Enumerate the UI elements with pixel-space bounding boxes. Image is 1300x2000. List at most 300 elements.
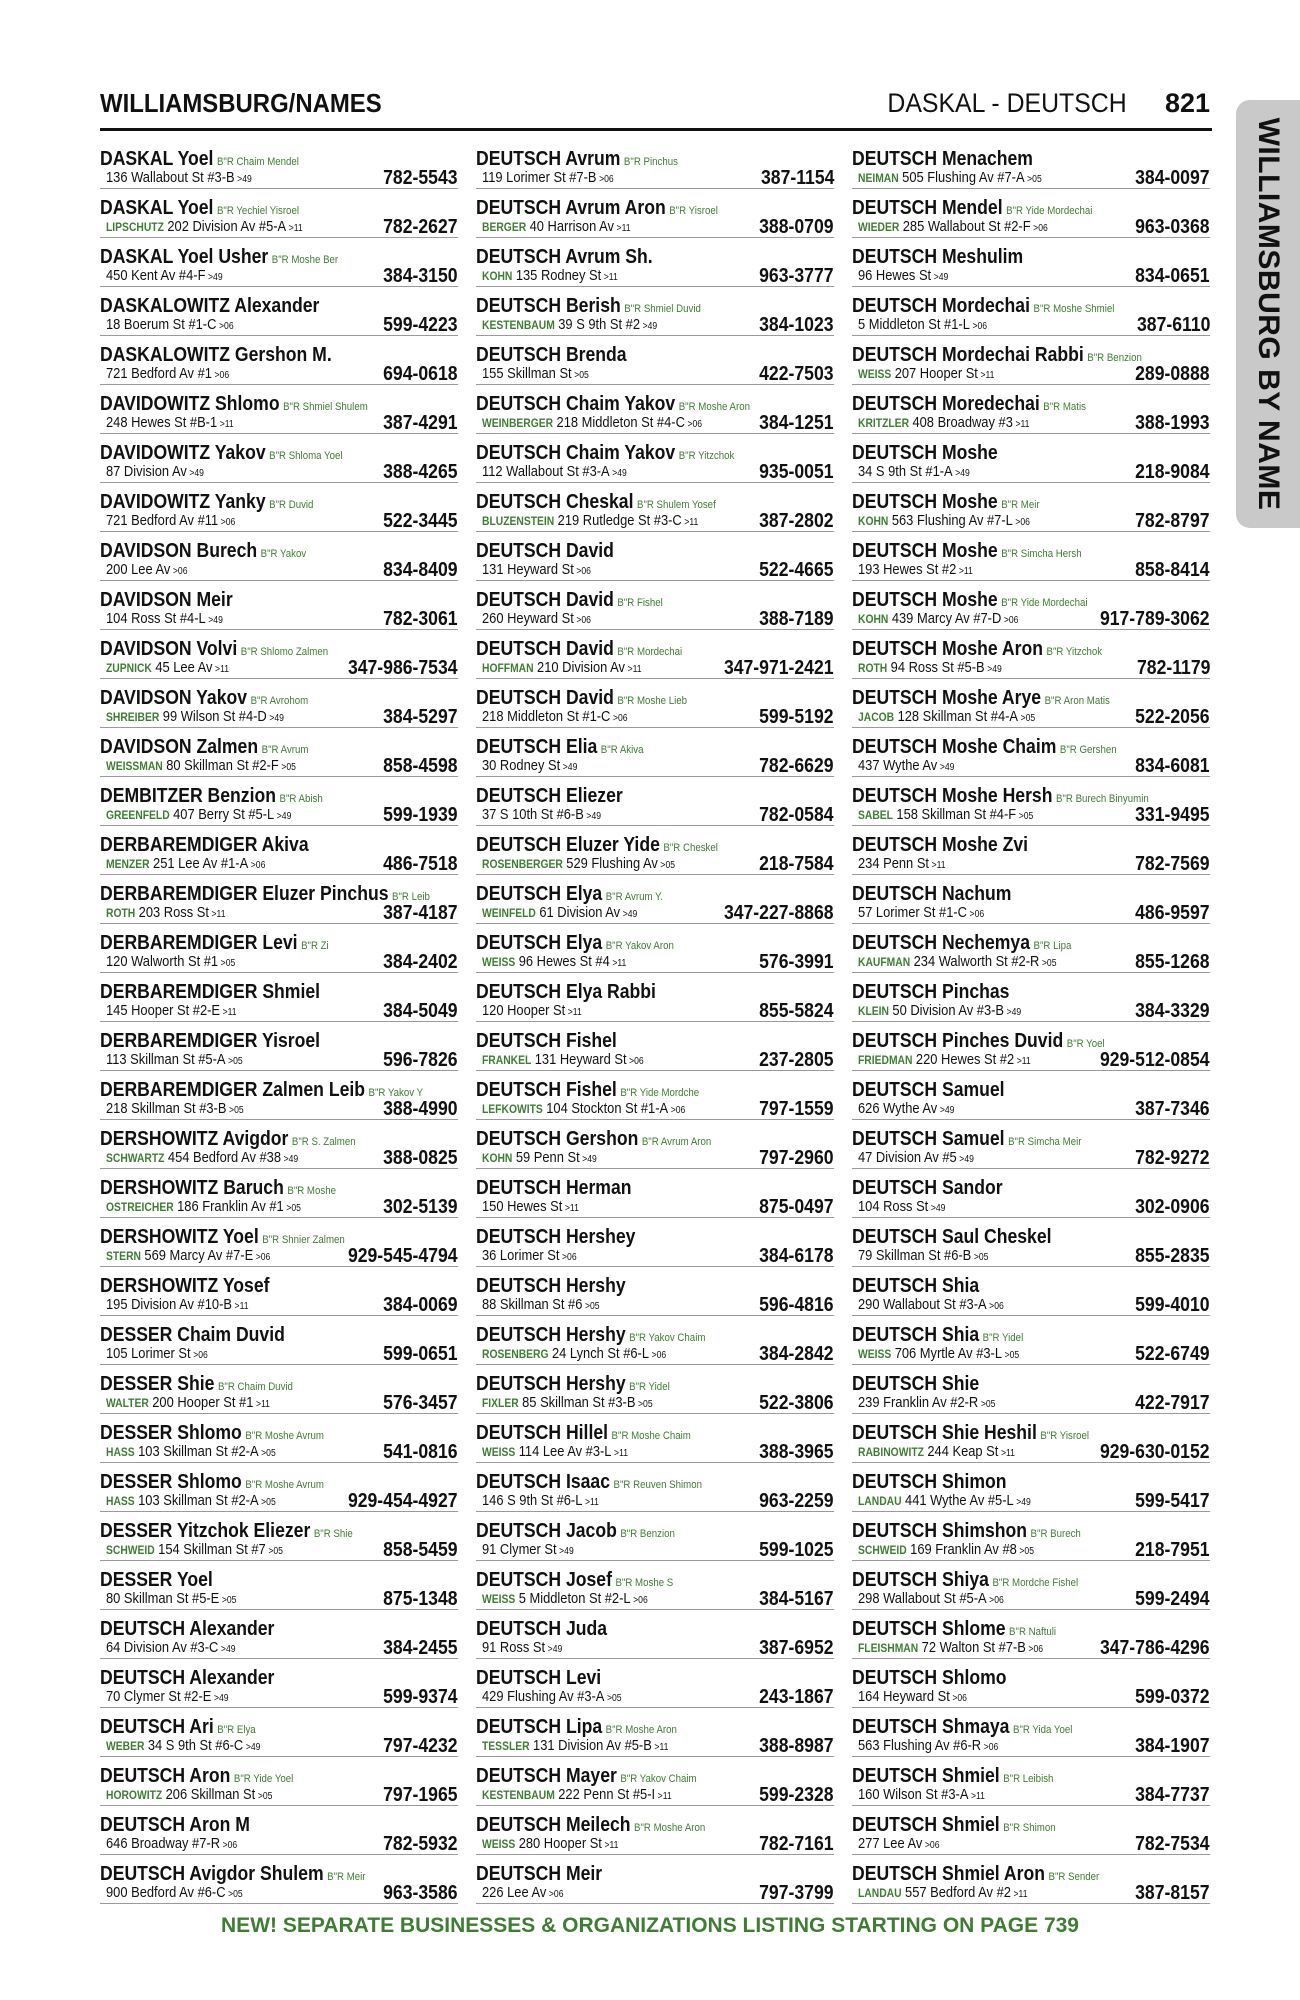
entry-address-line (482, 1149, 597, 1166)
entry-phone: 384-1023 (759, 314, 834, 336)
entry-name: DEUTSCH Berish (476, 295, 621, 317)
entry-zip: >05 (660, 860, 676, 871)
listing-entry (852, 1757, 1210, 1806)
entry-address: 40 Harrison Av (529, 218, 614, 235)
entry-name-line (100, 246, 338, 269)
entry-patronymic: B"R Burech Binyumin (1055, 793, 1149, 805)
entry-name-line (100, 1422, 324, 1445)
listing-entry (852, 1218, 1210, 1267)
listing-entry (476, 1806, 834, 1855)
entry-address-line (106, 953, 235, 970)
entry-address-line (106, 414, 234, 431)
entry-address: 505 Flushing Av #7-A (902, 169, 1025, 186)
entry-address-line (482, 953, 626, 970)
listing-entry (100, 1218, 458, 1267)
entry-address: 50 Division Av #3-B (892, 1002, 1005, 1019)
entry-patronymic: B"R S. Zalmen (291, 1136, 356, 1148)
entry-name: DERSHOWITZ Baruch (100, 1177, 284, 1199)
entry-zip: >11 (980, 370, 995, 381)
entry-zip: >49 (208, 615, 223, 626)
entry-patronymic: B"R Lipa (1033, 940, 1072, 952)
listing-entry (476, 140, 834, 189)
entry-name-line (852, 246, 1023, 269)
listing-entry (100, 1022, 458, 1071)
entry-zip: >06 (969, 909, 985, 920)
entry-relation: LEFKOWITS (482, 1102, 543, 1116)
entry-address-line (858, 316, 987, 333)
entry-address: 104 Ross St #4-L (106, 610, 206, 627)
entry-address: 563 Flushing Av #7-L (891, 512, 1013, 529)
listing-entry (476, 1120, 834, 1169)
entry-phone: 302-5139 (383, 1196, 458, 1218)
entry-address-line (482, 610, 591, 627)
entry-address: 145 Hooper St #2-E (106, 1002, 221, 1019)
entry-address: 407 Berry St #5-L (173, 806, 275, 823)
entry-address-line (106, 1100, 244, 1117)
entry-address: 226 Lee Av (482, 1884, 547, 1901)
entry-name-line (852, 1030, 1105, 1053)
entry-phone: 694-0618 (383, 363, 458, 385)
entry-address: 219 Rutledge St #3-C (557, 512, 682, 529)
entry-patronymic: B"R Naftuli (1009, 1626, 1057, 1638)
entry-patronymic: B"R Pinchus (623, 156, 678, 168)
entry-phone: 599-9374 (383, 1686, 458, 1708)
entry-name: DERBAREMDIGER Levi (100, 932, 298, 954)
listing-entry (100, 1708, 458, 1757)
entry-name-line (100, 491, 313, 514)
entry-name-line (100, 981, 320, 1004)
entry-patronymic: B"R Yitzchok (1046, 646, 1103, 658)
entry-name-line (852, 1618, 1056, 1641)
entry-zip: >11 (1016, 1056, 1031, 1067)
entry-address-line (858, 904, 984, 921)
entry-address-line (106, 1786, 272, 1803)
entry-zip: >49 (622, 909, 638, 920)
entry-zip: >05 (1041, 958, 1057, 969)
entry-phone: 599-4010 (1135, 1294, 1210, 1316)
listing-entry (476, 1218, 834, 1267)
entry-zip: >49 (586, 811, 602, 822)
entry-relation: ROTH (106, 906, 136, 920)
entry-name-line (476, 883, 663, 906)
entry-patronymic: B"R Reuven Shimon (613, 1479, 702, 1491)
entry-name-line (476, 589, 663, 612)
entry-patronymic: B"R Mordechai (617, 646, 683, 658)
entry-relation: SCHWEID (858, 1543, 907, 1557)
entry-phone: 388-3965 (759, 1441, 834, 1463)
listing-entry (852, 1806, 1210, 1855)
entry-address: 80 Skillman St #5-E (106, 1590, 220, 1607)
entry-zip: >11 (627, 664, 642, 675)
entry-address: 37 S 10th St #6-B (482, 806, 584, 823)
entry-address-line (482, 512, 698, 529)
entry-phone: 384-3329 (1135, 1000, 1210, 1022)
entry-phone: 599-4223 (383, 314, 458, 336)
entry-address: 120 Hooper St (482, 1002, 566, 1019)
listing-entry (476, 826, 834, 875)
entry-zip: >06 (651, 1350, 667, 1361)
entry-name: DEUTSCH David (476, 687, 614, 709)
entry-zip: >05 (1018, 811, 1034, 822)
listing-entry (852, 581, 1210, 630)
entry-address-line (482, 806, 601, 823)
entry-name: DEUTSCH Meilech (476, 1814, 631, 1836)
entry-patronymic: B"R Leib (392, 891, 430, 903)
entry-address-line (858, 1149, 974, 1166)
entry-name: DERBAREMDIGER Akiva (100, 834, 309, 856)
entry-name: DASKALOWITZ Gershon M. (100, 344, 332, 366)
entry-zip: >11 (614, 1448, 629, 1459)
listing-entry (100, 1512, 458, 1561)
entry-zip: >06 (219, 321, 234, 332)
entry-zip: >05 (228, 1056, 243, 1067)
entry-address-line (482, 1737, 668, 1754)
entry-phone: 797-4232 (383, 1735, 458, 1757)
entry-zip: >06 (612, 713, 628, 724)
entry-name: DASKAL Yoel (100, 197, 214, 219)
entry-name: DEUTSCH Chaim Yakov (476, 393, 676, 415)
entry-address-line (482, 1100, 685, 1117)
entry-phone: 875-0497 (759, 1196, 834, 1218)
entry-name: DEUTSCH Herman (476, 1177, 632, 1199)
entry-address-line (106, 1492, 276, 1509)
entry-address-line (858, 806, 1033, 823)
entry-phone: 855-1268 (1135, 951, 1210, 973)
entry-patronymic: B"R Yakov Chaim (620, 1773, 697, 1785)
entry-name-line (476, 1079, 699, 1102)
listing-entry (852, 434, 1210, 483)
listing-entry (100, 1120, 458, 1169)
entry-name-line (476, 1422, 691, 1445)
entry-address-line (482, 1443, 628, 1460)
listing-entry (852, 385, 1210, 434)
entry-patronymic: B"R Moshe Shmiel (1033, 303, 1115, 315)
entry-zip: >49 (642, 321, 658, 332)
entry-zip: >05 (980, 1399, 996, 1410)
entry-name: DEUTSCH Isaac (476, 1471, 611, 1493)
entry-phone: 384-5297 (383, 706, 458, 728)
entry-name: DESSER Yitzchok Eliezer (100, 1520, 311, 1542)
entry-address: 5 Middleton St #2-L (518, 1590, 631, 1607)
listing-entry (476, 1071, 834, 1120)
entry-address-line (858, 1639, 1043, 1656)
entry-name: DEUTSCH Avrum (476, 148, 621, 170)
entry-relation: JACOB (858, 710, 895, 724)
entry-zip: >49 (987, 664, 1002, 675)
entry-address-line (482, 218, 631, 235)
entry-name: DEUTSCH Shie (852, 1373, 980, 1395)
entry-zip: >05 (257, 1791, 273, 1802)
entry-name-line (852, 785, 1149, 808)
entry-address: 91 Clymer St (482, 1541, 557, 1558)
entry-name-line (852, 393, 1086, 416)
entry-relation: ROSENBERGER (482, 857, 563, 871)
entry-address: 280 Hooper St (518, 1835, 602, 1852)
entry-address: 61 Division Av (539, 904, 621, 921)
entry-patronymic: B"R Sender (1048, 1871, 1100, 1883)
entry-phone: 929-454-4927 (348, 1490, 458, 1512)
entry-address: 87 Division Av (106, 463, 187, 480)
entry-address: 70 Clymer St #2-E (106, 1688, 212, 1705)
listing-entry (100, 1463, 458, 1512)
entry-name: DESSER Shlomo (100, 1422, 242, 1444)
entry-zip: >06 (989, 1595, 1004, 1606)
entry-name-line (100, 932, 329, 955)
entry-phone: 782-7161 (759, 1833, 834, 1855)
entry-name: DEUTSCH Samuel (852, 1079, 1005, 1101)
entry-zip: >06 (255, 1252, 271, 1263)
entry-address-line (858, 1492, 1031, 1509)
entry-zip: >05 (261, 1448, 276, 1459)
listing-entry (476, 1022, 834, 1071)
entry-address: 195 Division Av #10-B (106, 1296, 232, 1313)
entry-patronymic: B"R Meir (1001, 499, 1040, 511)
entry-patronymic: B"R Shloma Yoel (269, 450, 343, 462)
listing-entry (476, 1414, 834, 1463)
entry-zip: >06 (989, 1301, 1004, 1312)
entry-zip: >06 (562, 1252, 577, 1263)
entry-relation: FRIEDMAN (858, 1053, 913, 1067)
entry-address-line (106, 1198, 301, 1215)
entry-relation: FRANKEL (482, 1053, 532, 1067)
entry-name: DEUTSCH David (476, 540, 614, 562)
entry-phone: 302-0906 (1135, 1196, 1210, 1218)
entry-address-line (106, 659, 229, 676)
entry-zip: >49 (939, 762, 955, 773)
listing-entry (100, 287, 458, 336)
entry-address: 104 Ross St (858, 1198, 929, 1215)
entry-address-line (106, 267, 223, 284)
entry-patronymic: B"R Shimon (1003, 1822, 1056, 1834)
entry-patronymic: B"R Moshe Aron (678, 401, 750, 413)
entry-zip: >49 (269, 713, 284, 724)
entry-zip: >06 (214, 370, 230, 381)
entry-phone: 596-7826 (383, 1049, 458, 1071)
entry-address: 563 Flushing Av #6-R (858, 1737, 982, 1754)
entry-name-line (852, 344, 1142, 367)
entry-phone: 929-512-0854 (1100, 1049, 1210, 1071)
entry-address: 450 Kent Av #4-F (106, 267, 206, 284)
entry-phone: 331-9495 (1135, 804, 1210, 826)
entry-phone: 384-1251 (759, 412, 834, 434)
entry-phone: 289-0888 (1135, 363, 1210, 385)
entry-name: DEUTSCH Shmiel Aron (852, 1863, 1045, 1885)
entry-address-line (482, 1247, 577, 1264)
entry-address: 96 Hewes St #4 (518, 953, 610, 970)
entry-address-line (482, 1002, 582, 1019)
entry-relation: KESTENBAUM (482, 318, 555, 332)
entry-zip: >49 (959, 1154, 974, 1165)
entry-patronymic: B"R Shlomo Zalmen (240, 646, 329, 658)
entry-zip: >05 (268, 1546, 283, 1557)
entry-phone: 834-0651 (1135, 265, 1210, 287)
entry-name-line (100, 1471, 324, 1494)
entry-patronymic: B"R Chaim Duvid (217, 1381, 293, 1393)
entry-address-line (482, 1541, 574, 1558)
entry-name-line (476, 1275, 626, 1298)
entry-name-line (100, 393, 368, 416)
entry-name: DEUTSCH Moshe Chaim (852, 736, 1057, 758)
entry-phone: 388-4990 (383, 1098, 458, 1120)
entry-name: DEUTSCH Sandor (852, 1177, 1003, 1199)
entry-address-line (482, 1884, 563, 1901)
entry-address-line (858, 757, 954, 774)
entry-address-line (106, 316, 234, 333)
entry-phone: 384-5167 (759, 1588, 834, 1610)
entry-patronymic: B"R Moshe Avrum (245, 1430, 324, 1442)
entry-name: DEUTSCH Shmaya (852, 1716, 1010, 1738)
listing-entry (852, 875, 1210, 924)
listing-entry (476, 483, 834, 532)
entry-phone: 599-1939 (383, 804, 458, 826)
entry-name-line (476, 1373, 670, 1396)
entry-address-line (482, 1051, 644, 1068)
entry-address-line (482, 1345, 666, 1362)
entry-address: 626 Wythe Av (858, 1100, 938, 1117)
entry-relation: WEBER (106, 1739, 145, 1753)
entry-address: 155 Skillman St (482, 365, 572, 382)
listing-entry (476, 1316, 834, 1365)
entry-name-line (852, 638, 1102, 661)
entry-name-line (852, 1324, 1023, 1347)
entry-address-line (858, 512, 1030, 529)
entry-phone: 347-971-2421 (724, 657, 834, 679)
entry-patronymic: B"R Moshe Lieb (617, 695, 688, 707)
listing-entry (852, 679, 1210, 728)
entry-phone: 596-4816 (759, 1294, 834, 1316)
entry-address-line (858, 1247, 988, 1264)
entry-phone: 541-0816 (383, 1441, 458, 1463)
entry-name-line (476, 932, 674, 955)
listing-entry (100, 1267, 458, 1316)
entry-zip: >11 (654, 1742, 669, 1753)
listing-entry (100, 434, 458, 483)
entry-address: 186 Franklin Av #1 (177, 1198, 284, 1215)
listing-entry (852, 826, 1210, 875)
listing-entry (476, 1463, 834, 1512)
entry-name: DERSHOWITZ Yoel (100, 1226, 259, 1248)
entry-address-line (858, 463, 970, 480)
entry-name: DEUTSCH Hillel (476, 1422, 609, 1444)
name-range: DASKAL - DEUTSCH (887, 88, 1127, 118)
listing-entry (852, 1708, 1210, 1757)
entry-patronymic: B"R Yidel (982, 1332, 1024, 1344)
entry-zip: >06 (1015, 517, 1030, 528)
entry-name: DERBAREMDIGER Yisroel (100, 1030, 321, 1052)
entry-address: 105 Lorimer St (106, 1345, 191, 1362)
entry-address: 160 Wilson St #3-A (858, 1786, 969, 1803)
entry-name-line (852, 197, 1092, 220)
entry-phone: 782-2627 (383, 216, 458, 238)
entry-zip: >49 (930, 1203, 946, 1214)
entry-zip: >06 (952, 1693, 967, 1704)
listing-entry (852, 1659, 1210, 1708)
entry-name-line (476, 1226, 635, 1249)
entry-address-line (106, 806, 291, 823)
entry-address: 39 S 9th St #2 (558, 316, 641, 333)
listing-entry (852, 532, 1210, 581)
entry-zip: >11 (564, 1203, 579, 1214)
entry-address-line (106, 1051, 243, 1068)
entry-name-line (476, 442, 734, 465)
entry-address: 569 Marcy Av #7-E (144, 1247, 254, 1264)
entry-phone: 929-545-4794 (348, 1245, 458, 1267)
entry-address: 119 Lorimer St #7-B (482, 169, 597, 186)
entry-name-line (100, 1618, 274, 1641)
listing-entry (100, 1855, 458, 1904)
entry-zip: >05 (584, 1301, 600, 1312)
entry-address: 154 Skillman St #7 (158, 1541, 266, 1558)
entry-name: DEUTSCH Shiya (852, 1569, 989, 1591)
entry-name-line (852, 834, 1028, 857)
entry-patronymic: B"R Avrohom (250, 695, 309, 707)
entry-name: DAVIDSON Meir (100, 589, 233, 611)
entry-address: 103 Skillman St #2-A (138, 1492, 259, 1509)
listing-entry (852, 1022, 1210, 1071)
entry-relation: WEISS (482, 1445, 516, 1459)
entry-relation: WEISS (482, 955, 516, 969)
entry-name: DEUTSCH Menachem (852, 148, 1033, 170)
entry-address-line (482, 757, 577, 774)
entry-phone: 486-7518 (383, 853, 458, 875)
entry-phone: 384-5049 (383, 1000, 458, 1022)
entry-address-line (106, 1688, 229, 1705)
entry-phone: 384-2402 (383, 951, 458, 973)
entry-address-line (106, 708, 284, 725)
entry-patronymic: B"R Burech (1030, 1528, 1081, 1540)
listing-entry (852, 1610, 1210, 1659)
entry-phone: 599-1025 (759, 1539, 834, 1561)
listing-entry (476, 728, 834, 777)
entry-address-line (482, 1296, 600, 1313)
entry-name: DESSER Shie (100, 1373, 215, 1395)
entry-name-line (476, 1569, 673, 1592)
entry-address: 146 S 9th St #6-L (482, 1492, 583, 1509)
entry-address: 454 Bedford Av #38 (167, 1149, 282, 1166)
entry-relation: BERGER (482, 220, 527, 234)
entry-address: 85 Skillman St #3-B (522, 1394, 636, 1411)
entry-address-line (106, 1443, 276, 1460)
entry-name: DEUTSCH Meshulim (852, 246, 1024, 268)
entry-address-line (482, 708, 628, 725)
listing-entry (852, 1414, 1210, 1463)
entry-name: DEUTSCH Shie Heshil (852, 1422, 1037, 1444)
entry-phone: 486-9597 (1135, 902, 1210, 924)
listing-entry (476, 189, 834, 238)
entry-name: DAVIDSON Yakov (100, 687, 248, 709)
entry-zip: >49 (220, 1644, 236, 1655)
entry-phone: 387-6952 (759, 1637, 834, 1659)
entry-zip: >11 (567, 1007, 582, 1018)
entry-patronymic: B"R Shmiel Duvid (624, 303, 701, 315)
entry-name: DEUTSCH Avrum Sh. (476, 246, 653, 268)
entry-phone: 963-0368 (1135, 216, 1210, 238)
entry-phone: 599-2328 (759, 1784, 834, 1806)
entry-address-line (106, 855, 265, 872)
entry-zip: >11 (222, 1007, 237, 1018)
entry-zip: >49 (245, 1742, 261, 1753)
entry-address: 529 Flushing Av (566, 855, 658, 872)
entry-zip: >49 (189, 468, 204, 479)
entry-address-line (106, 365, 229, 382)
entry-address-line (858, 267, 948, 284)
entry-patronymic: B"R Yisroel (669, 205, 718, 217)
section-tab[interactable] (1236, 100, 1300, 528)
entry-name: DEUTSCH Hershy (476, 1373, 626, 1395)
entry-zip: >11 (684, 517, 699, 528)
entry-relation: KOHN (858, 612, 889, 626)
entry-relation: WEISS (482, 1592, 516, 1606)
